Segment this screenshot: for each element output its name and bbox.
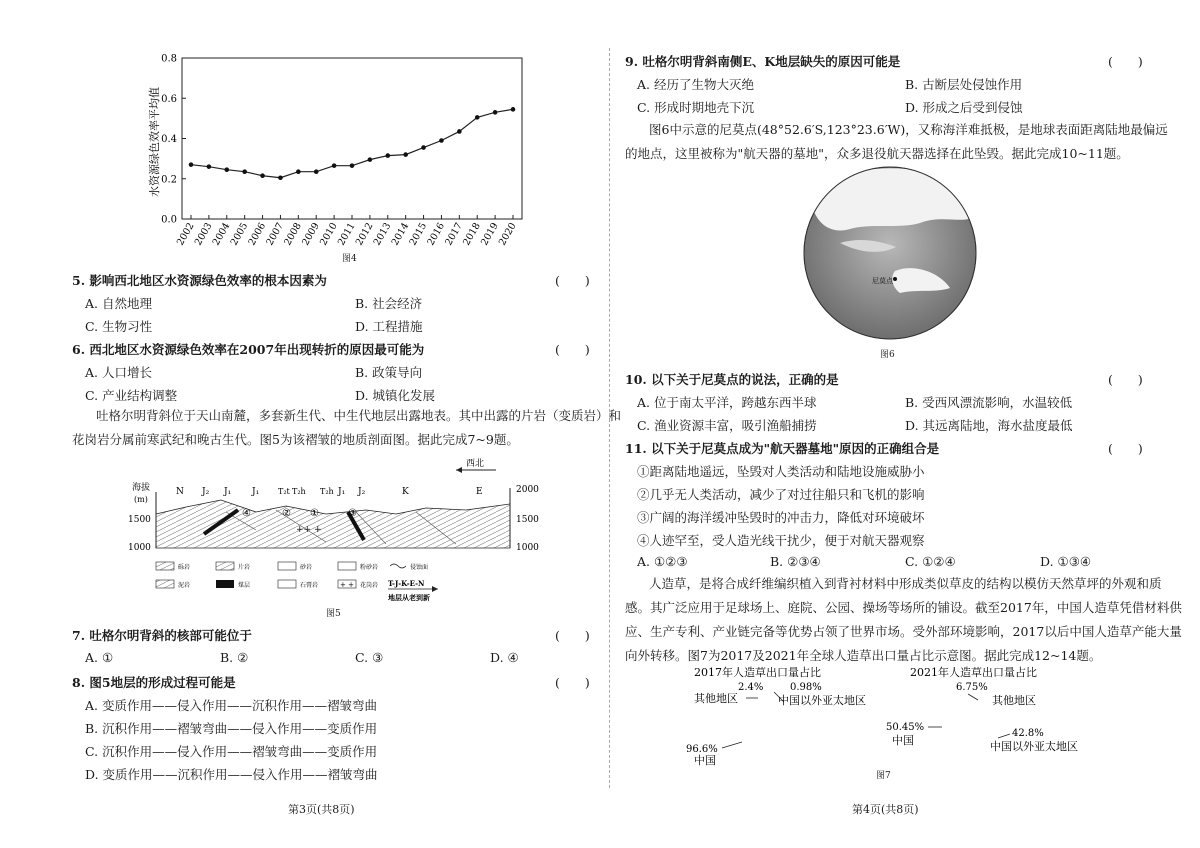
x-tick-label: 2010 [318,221,340,248]
x-tick-label: 2013 [371,221,394,248]
x-tick-label: 2014 [389,221,412,248]
stratum-J1-mid: J₁ [252,487,260,497]
stratum-T2h-right: T₂h [320,487,334,496]
legend-gypsum: 石膏岩 [300,582,319,589]
fig7-2021-other-label: 其他地区 [992,694,1036,707]
q9-option-b: B. 古断层处侵蚀作用 [905,77,1023,92]
q6-option-b: B. 政策导向 [355,365,423,380]
nemo-point-label: 尼莫点 [872,277,893,285]
legend-mudstone: 泥岩 [178,582,191,589]
q6-answer-bracket: ( ) [555,342,590,357]
x-axis-ticks [175,215,519,247]
y-tick-label: 0.2 [161,174,177,186]
x-tick-label: 2002 [174,221,197,248]
q5-option-d: D. 工程措施 [355,319,423,334]
q8-option-b: B. 沉积作用——褶皱弯曲——侵入作用——变质作用 [85,721,378,736]
q7-option-a: A. ① [85,650,114,665]
legend-sandstone: 砂岩 [300,564,313,571]
plot-frame [182,58,522,219]
q11-option-a: A. ①②③ [637,554,688,569]
left-page-footer: 第3页(共8页) [288,803,355,816]
y-left-tick-1000: 1000 [128,543,151,553]
fig7-title-2017: 2017年人造草出口量占比 [694,666,821,679]
legend-siltstone: 粉砂岩 [360,564,379,571]
q11-statement-4: ④人迹罕至，受人造光线干扰少，便于对航天器观察 [637,533,925,548]
fig7-2021-other-pct: 6.75% [956,682,988,693]
q7-option-c: C. ③ [355,650,384,665]
q10-option-b: B. 受西风漂流影响，水温较低 [905,395,1073,410]
data-point [296,169,301,174]
y-right-tick-2000: 2000 [516,485,539,495]
q5-option-a: A. 自然地理 [85,296,152,311]
x-tick-label: 2018 [461,221,483,248]
stratum-J1-left: J₁ [224,487,232,497]
fig7-2017-china-pct: 96.6% [686,744,718,755]
intro-7-9-line-1: 吐格尔明背斜位于天山南麓，多套新生代、中生代地层出露地表。其中出露的片岩（变质岩）和 [96,408,622,423]
fig7-2021-apac-label: 中国以外亚太地区 [990,740,1078,753]
y-tick-label: 0.0 [161,214,177,226]
q11-option-d: D. ①③④ [1040,554,1092,569]
q11-option-b: B. ②③④ [770,554,821,569]
data-point [207,164,212,169]
data-point [475,115,480,120]
data-point [457,129,462,134]
x-tick-label: 2003 [192,221,215,248]
q11-statement-1: ①距离陆地遥远，坠毁对人类活动和陆地设施威胁小 [637,464,925,479]
data-point [350,163,355,168]
q5-title: 5. 影响西北地区水资源绿色效率的根本因素为 [72,273,327,288]
figure-6-caption: 图6 [880,350,895,360]
q9-option-c: C. 形成时期地壳下沉 [637,100,755,115]
fig7-2017-other-label: 其他地区 [694,692,738,705]
x-tick-label: 2015 [407,221,430,248]
right-page-footer: 第4页(共8页) [852,803,919,816]
legend-coal-seam: 煤层 [238,582,251,589]
x-tick-label: 2012 [353,221,376,248]
marker-1: ① [310,508,319,519]
marker-2: ② [282,508,291,519]
q6-option-c: C. 产业结构调整 [85,388,178,403]
fig7-title-2021: 2021年人造草出口量占比 [910,666,1037,679]
q7-title: 7. 吐格尔明背斜的核部可能位于 [72,628,252,643]
chart-ylabel: 水资源绿色效率平均值 [148,87,161,197]
q9-option-a: A. 经历了生物大灭绝 [637,77,754,92]
q11-option-c: C. ①②④ [905,554,956,569]
figure-6-globe [800,163,980,343]
data-point [242,169,247,174]
intro-12-14-line-1: 人造草，是将合成纤维编织植入到背衬材料中形成类似草皮的结构以模仿天然草坪的外观和质 [649,576,1162,591]
q8-option-c: C. 沉积作用——侵入作用——褶皱弯曲——变质作用 [85,744,378,759]
x-tick-label: 2017 [443,221,465,248]
fig7-2017-apac-pct: 0.98% [790,682,822,693]
stratum-N: N [176,487,184,497]
marker-4: ④ [242,508,251,519]
legend-erosion-surface: 侵蚀面 [410,564,429,571]
q8-answer-bracket: ( ) [555,675,590,690]
data-point [189,162,194,167]
data-point [493,110,498,115]
q9-option-d: D. 形成之后受到侵蚀 [905,100,1023,115]
q5-option-b: B. 社会经济 [355,296,423,311]
legend-schist: 片岩 [238,564,251,571]
q10-title: 10. 以下关于尼莫点的说法，正确的是 [625,372,839,387]
stratum-T2h-left: T₂h [292,487,306,496]
stratum-T2t: T₂t [278,487,290,496]
q9-answer-bracket: ( ) [1108,54,1143,69]
q8-option-a: A. 变质作用——侵入作用——沉积作用——褶皱弯曲 [85,698,377,713]
data-point [439,138,444,143]
q5-option-c: C. 生物习性 [85,319,153,334]
intro-7-9 [72,404,622,452]
fig7-2017-other-pct: 2.4% [738,682,764,693]
data-point [368,157,373,162]
fig7-2017-china-label: 中国 [694,754,716,767]
nemo-point-marker [893,277,897,281]
q7-option-b: B. ② [220,650,249,665]
data-point [511,107,516,112]
q6-title: 6. 西北地区水资源绿色效率在2007年出现转折的原因最可能为 [72,342,425,357]
stratum-K: K [402,487,409,497]
q10-option-a: A. 位于南太平洋，跨越东西半球 [637,395,817,410]
figure-7-caption: 图7 [876,771,891,781]
intro-10-11-line-1: 图6中示意的尼莫点(48°52.6′S,123°23.6′W)，又称海洋难抵极，是地球表面距离陆地最偏远 [649,122,1168,137]
q5-answer-bracket: ( ) [555,273,590,288]
y-left-tick-1500: 1500 [128,515,151,525]
q11-statement-3: ③广阔的海洋缓冲坠毁时的冲击力，降低对环境破坏 [637,510,925,525]
q7-option-d: D. ④ [490,650,519,665]
series-points [189,107,516,180]
data-point [260,173,265,178]
fig7-2021-china-label: 中国 [892,734,914,747]
x-tick-label: 2008 [282,221,304,248]
q9-title: 9. 吐格尔明背斜南侧E、K地层缺失的原因可能是 [625,54,901,69]
strata-order-code: T-J-K-E-N [388,579,425,588]
y-right-tick-1000: 1000 [516,543,539,553]
data-point [278,175,283,180]
legend-conglomerate: 砾岩 [178,564,191,571]
svg-text:+ +: + + [340,581,354,589]
x-tick-label: 2016 [425,221,448,248]
q6-option-a: A. 人口增长 [85,365,152,380]
data-point [224,167,229,172]
intro-12-14-line-2: 感。其广泛应用于足球场上、庭院、公园、操场等场所的铺设。截至2017年，中国人造草凭借材料供 [625,600,1182,615]
stratum-J2-right: J₂ [358,487,366,497]
intro-7-9-line-2: 花岗岩分属前寒武纪和晚古生代。图5为该褶皱的地质剖面图。据此完成7~9题。 [72,432,519,447]
q10-option-c: C. 渔业资源丰富，吸引渔船捕捞 [637,418,817,433]
data-point [403,152,408,157]
y-tick-label: 0.6 [161,93,177,105]
q7-answer-bracket: ( ) [555,628,590,643]
stratum-J1-right: J₁ [338,487,346,497]
x-tick-label: 2019 [479,221,501,248]
x-tick-label: 2004 [210,221,233,248]
intro-10-11-line-2: 的地点，这里被称为"航天器的墓地"，众多退役航天器选择在此坠毁。据此完成10~11题。 [625,146,1129,161]
intro-12-14 [625,572,1182,668]
data-point [385,153,390,158]
q8-option-d: D. 变质作用——沉积作用——侵入作用——褶皱弯曲 [85,767,378,782]
y-tick-label: 0.4 [161,134,177,145]
y-right-tick-1500: 1500 [516,515,539,525]
direction-label: 西北 [466,459,485,469]
figure-5-cross-section [126,452,556,634]
marker-3: ③ [348,508,357,519]
stratum-J2-left: J₂ [202,487,210,497]
x-tick-label: 2009 [300,221,322,248]
y-left-title: 海拔 [132,483,151,493]
data-point [332,163,337,168]
x-tick-label: 2007 [264,221,287,248]
fig7-2021-china-pct: 50.45% [886,722,925,733]
q10-option-d: D. 其远离陆地，海水盐度最低 [905,418,1073,433]
data-point [314,169,319,174]
q8-title: 8. 图5地层的形成过程可能是 [72,675,236,690]
y-left-unit: (m) [134,495,148,504]
x-tick-label: 2020 [496,221,519,248]
intro-10-11 [625,118,1168,166]
figure-4-caption: 图4 [342,254,357,264]
q10-answer-bracket: ( ) [1108,372,1143,387]
stratum-E: E [476,487,483,497]
q11-title: 11. 以下关于尼莫点成为"航天器墓地"原因的正确组合是 [625,441,940,456]
q11-statement-2: ②几乎无人类活动，减少了对过往船只和飞机的影响 [637,487,925,502]
y-tick-label: 0.8 [161,53,177,65]
q11-answer-bracket: ( ) [1108,441,1143,456]
figure-5-caption: 图5 [326,609,341,619]
figure-4-chart [140,44,540,276]
fig7-2017-apac-label: 中国以外亚太地区 [778,694,866,707]
figure-7-pie-labels [650,664,1130,772]
intro-12-14-line-3: 应、生产专利、产业链完备等优势占领了世界市场。受外部环境影响，2017以后中国人造草产能大量 [625,624,1182,639]
x-tick-label: 2011 [335,221,358,248]
x-tick-label: 2005 [228,221,251,248]
x-tick-label: 2006 [246,221,269,248]
page-divider [609,48,610,788]
q6-option-d: D. 城镇化发展 [355,388,436,403]
legend-granite: 花岗岩 [360,582,379,589]
data-point [421,145,426,150]
strata-order-text: 地层从老到新 [388,593,430,602]
svg-text:++ +: ++ + [296,525,322,535]
intro-12-14-line-4: 向外转移。图7为2017及2021年全球人造草出口量占比示意图。据此完成12~14题。 [625,648,1102,663]
fig7-2021-apac-pct: 42.8% [1012,728,1044,739]
section-body [156,500,510,548]
